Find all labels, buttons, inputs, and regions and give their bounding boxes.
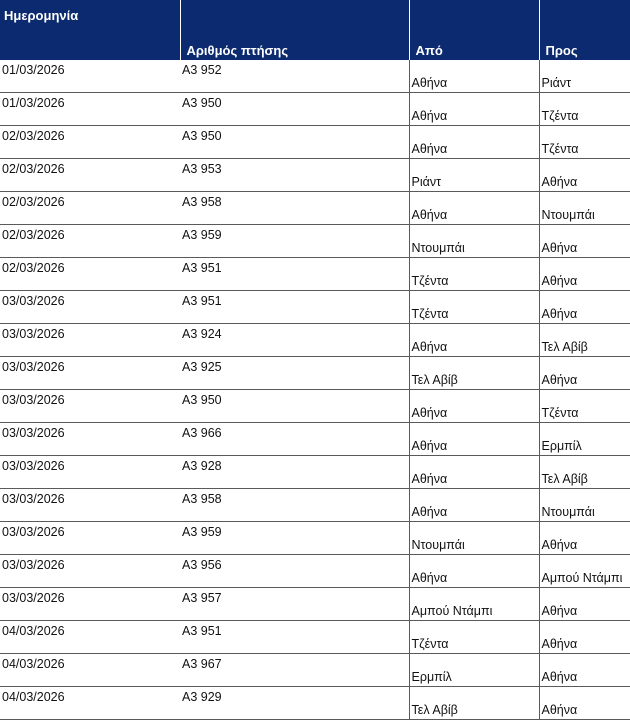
- flight-number-cell: [180, 357, 409, 390]
- table-row: [0, 159, 630, 192]
- flight-number-cell-text: A3 951: [182, 624, 222, 638]
- destination-cell-text: Τζέντα: [541, 109, 579, 123]
- table-body: [0, 60, 630, 720]
- origin-cell: [409, 291, 539, 324]
- origin-cell: [409, 423, 539, 456]
- date-cell: [0, 291, 180, 324]
- flight-number-cell: [180, 423, 409, 456]
- origin-cell-text: Τζέντα: [411, 637, 449, 651]
- flight-number-cell-text: A3 957: [182, 591, 222, 605]
- flight-number-cell-text: A3 953: [182, 162, 222, 176]
- flight-number-cell: [180, 489, 409, 522]
- destination-cell-text: Ριάντ: [541, 76, 572, 90]
- date-cell: [0, 258, 180, 291]
- flight-number-cell: [180, 687, 409, 720]
- destination-cell: [539, 489, 630, 522]
- destination-cell-text: Αθήνα: [541, 703, 578, 717]
- origin-cell-text: Ερμπίλ: [411, 670, 452, 684]
- origin-cell: [409, 621, 539, 654]
- flight-number-cell-text: A3 950: [182, 96, 222, 110]
- destination-cell: [539, 687, 630, 720]
- destination-cell: [539, 225, 630, 258]
- flight-number-cell: [180, 159, 409, 192]
- origin-cell: [409, 258, 539, 291]
- date-cell: [0, 489, 180, 522]
- flight-number-cell-text: A3 967: [182, 657, 222, 671]
- flight-number-cell-text: A3 950: [182, 393, 222, 407]
- date-cell-text: 03/03/2026: [2, 360, 65, 374]
- destination-cell-text: Αθήνα: [541, 538, 578, 552]
- origin-cell-text: Αθήνα: [411, 142, 448, 156]
- origin-cell-text: Αθήνα: [411, 472, 448, 486]
- date-cell: [0, 93, 180, 126]
- flight-number-cell-text: A3 952: [182, 63, 222, 77]
- table-row: [0, 588, 630, 621]
- date-cell-text: 02/03/2026: [2, 195, 65, 209]
- flight-number-cell-text: A3 928: [182, 459, 222, 473]
- date-cell: [0, 192, 180, 225]
- origin-cell: [409, 522, 539, 555]
- date-cell-text: 04/03/2026: [2, 657, 65, 671]
- date-cell-text: 04/03/2026: [2, 690, 65, 704]
- flight-number-cell: [180, 522, 409, 555]
- table-row: [0, 522, 630, 555]
- origin-cell: [409, 324, 539, 357]
- destination-cell: [539, 555, 630, 588]
- table-row: [0, 489, 630, 522]
- table-row: [0, 291, 630, 324]
- flight-number-cell-text: A3 951: [182, 294, 222, 308]
- flight-number-cell: [180, 192, 409, 225]
- table-row: [0, 93, 630, 126]
- flight-number-cell-text: A3 958: [182, 492, 222, 506]
- flight-number-cell: [180, 588, 409, 621]
- date-cell: [0, 588, 180, 621]
- date-cell: [0, 324, 180, 357]
- date-cell: [0, 60, 180, 93]
- flight-number-cell-text: A3 959: [182, 525, 222, 539]
- destination-cell: [539, 291, 630, 324]
- date-cell-text: 01/03/2026: [2, 63, 65, 77]
- origin-cell-text: Αθήνα: [411, 340, 448, 354]
- origin-cell: [409, 588, 539, 621]
- column-header-to: [539, 0, 630, 60]
- origin-cell: [409, 126, 539, 159]
- date-cell-text: 03/03/2026: [2, 393, 65, 407]
- date-cell-text: 01/03/2026: [2, 96, 65, 110]
- date-cell-text: 02/03/2026: [2, 129, 65, 143]
- flight-number-cell: [180, 621, 409, 654]
- destination-cell-text: Ντουμπάι: [541, 208, 595, 222]
- destination-cell: [539, 456, 630, 489]
- date-cell-text: 03/03/2026: [2, 294, 65, 308]
- destination-cell-text: Αμπού Ντάμπι: [541, 571, 623, 585]
- origin-cell-text: Αθήνα: [411, 505, 448, 519]
- destination-cell: [539, 324, 630, 357]
- origin-cell: [409, 489, 539, 522]
- table-row: [0, 60, 630, 93]
- date-cell-text: 02/03/2026: [2, 162, 65, 176]
- column-header-from-label: Από: [415, 43, 443, 58]
- date-cell: [0, 522, 180, 555]
- date-cell: [0, 225, 180, 258]
- destination-cell: [539, 654, 630, 687]
- column-header-flight-label: Αριθμός πτήσης: [186, 43, 289, 58]
- origin-cell-text: Αθήνα: [411, 571, 448, 585]
- table-row: [0, 654, 630, 687]
- origin-cell: [409, 390, 539, 423]
- destination-cell-text: Τελ Αβίβ: [541, 472, 588, 486]
- origin-cell-text: Ντουμπάι: [411, 241, 465, 255]
- date-cell-text: 03/03/2026: [2, 492, 65, 506]
- destination-cell: [539, 423, 630, 456]
- destination-cell: [539, 621, 630, 654]
- date-cell-text: 02/03/2026: [2, 228, 65, 242]
- column-header-from: [409, 0, 539, 60]
- table-header: [0, 0, 630, 60]
- header-row: [0, 0, 630, 60]
- origin-cell: [409, 555, 539, 588]
- destination-cell-text: Αθήνα: [541, 670, 578, 684]
- date-cell: [0, 621, 180, 654]
- destination-cell-text: Αθήνα: [541, 274, 578, 288]
- origin-cell: [409, 687, 539, 720]
- flight-number-cell-text: A3 951: [182, 261, 222, 275]
- table-row: [0, 687, 630, 720]
- date-cell: [0, 126, 180, 159]
- origin-cell-text: Ριάντ: [411, 175, 442, 189]
- flight-number-cell: [180, 390, 409, 423]
- origin-cell-text: Ντουμπάι: [411, 538, 465, 552]
- table-row: [0, 192, 630, 225]
- flight-number-cell-text: A3 929: [182, 690, 222, 704]
- destination-cell: [539, 93, 630, 126]
- destination-cell: [539, 192, 630, 225]
- flight-number-cell-text: A3 950: [182, 129, 222, 143]
- date-cell-text: 03/03/2026: [2, 426, 65, 440]
- date-cell-text: 04/03/2026: [2, 624, 65, 638]
- table-row: [0, 126, 630, 159]
- origin-cell-text: Αθήνα: [411, 439, 448, 453]
- destination-cell: [539, 258, 630, 291]
- flight-number-cell: [180, 93, 409, 126]
- origin-cell-text: Τζέντα: [411, 274, 449, 288]
- destination-cell: [539, 126, 630, 159]
- table-row: [0, 555, 630, 588]
- origin-cell-text: Αμπού Ντάμπι: [411, 604, 493, 618]
- origin-cell-text: Αθήνα: [411, 76, 448, 90]
- flight-number-cell: [180, 225, 409, 258]
- destination-cell-text: Τελ Αβίβ: [541, 340, 588, 354]
- date-cell-text: 03/03/2026: [2, 558, 65, 572]
- origin-cell: [409, 159, 539, 192]
- table-row: [0, 423, 630, 456]
- table-row: [0, 456, 630, 489]
- origin-cell: [409, 225, 539, 258]
- destination-cell: [539, 390, 630, 423]
- origin-cell-text: Τζέντα: [411, 307, 449, 321]
- flight-number-cell: [180, 291, 409, 324]
- date-cell: [0, 390, 180, 423]
- table-row: [0, 390, 630, 423]
- destination-cell-text: Αθήνα: [541, 604, 578, 618]
- origin-cell-text: Αθήνα: [411, 406, 448, 420]
- destination-cell-text: Αθήνα: [541, 241, 578, 255]
- date-cell-text: 03/03/2026: [2, 525, 65, 539]
- flight-number-cell-text: A3 924: [182, 327, 222, 341]
- destination-cell-text: Τζέντα: [541, 406, 579, 420]
- date-cell: [0, 555, 180, 588]
- flight-number-cell-text: A3 959: [182, 228, 222, 242]
- origin-cell: [409, 60, 539, 93]
- date-cell: [0, 687, 180, 720]
- origin-cell: [409, 654, 539, 687]
- date-cell-text: 02/03/2026: [2, 261, 65, 275]
- date-cell: [0, 456, 180, 489]
- destination-cell: [539, 357, 630, 390]
- destination-cell: [539, 588, 630, 621]
- origin-cell: [409, 93, 539, 126]
- origin-cell-text: Τελ Αβίβ: [411, 703, 458, 717]
- flight-number-cell: [180, 60, 409, 93]
- flight-number-cell-text: A3 956: [182, 558, 222, 572]
- date-cell: [0, 423, 180, 456]
- origin-cell-text: Αθήνα: [411, 109, 448, 123]
- destination-cell-text: Τζέντα: [541, 142, 579, 156]
- flight-number-cell-text: A3 966: [182, 426, 222, 440]
- destination-cell: [539, 159, 630, 192]
- column-header-date-label: Ημερομηνία: [4, 8, 79, 23]
- date-cell-text: 03/03/2026: [2, 327, 65, 341]
- flight-number-cell-text: A3 958: [182, 195, 222, 209]
- date-cell-text: 03/03/2026: [2, 459, 65, 473]
- destination-cell-text: Αθήνα: [541, 175, 578, 189]
- flight-number-cell: [180, 654, 409, 687]
- column-header-date: [0, 0, 180, 60]
- flight-number-cell-text: A3 925: [182, 360, 222, 374]
- flight-number-cell: [180, 258, 409, 291]
- origin-cell-text: Τελ Αβίβ: [411, 373, 458, 387]
- table-row: [0, 357, 630, 390]
- table-row: [0, 324, 630, 357]
- table-row: [0, 258, 630, 291]
- origin-cell-text: Αθήνα: [411, 208, 448, 222]
- destination-cell-text: Αθήνα: [541, 307, 578, 321]
- destination-cell-text: Αθήνα: [541, 637, 578, 651]
- column-header-flight: [180, 0, 409, 60]
- flight-number-cell: [180, 126, 409, 159]
- destination-cell-text: Αθήνα: [541, 373, 578, 387]
- column-header-to-label: Προς: [545, 43, 578, 58]
- table-row: [0, 225, 630, 258]
- origin-cell: [409, 192, 539, 225]
- origin-cell: [409, 357, 539, 390]
- flight-number-cell: [180, 324, 409, 357]
- date-cell: [0, 357, 180, 390]
- destination-cell-text: Ερμπίλ: [541, 439, 582, 453]
- destination-cell: [539, 60, 630, 93]
- destination-cell: [539, 522, 630, 555]
- flight-number-cell: [180, 555, 409, 588]
- destination-cell-text: Ντουμπάι: [541, 505, 595, 519]
- date-cell-text: 03/03/2026: [2, 591, 65, 605]
- date-cell: [0, 159, 180, 192]
- origin-cell: [409, 456, 539, 489]
- date-cell: [0, 654, 180, 687]
- table-row: [0, 621, 630, 654]
- flight-number-cell: [180, 456, 409, 489]
